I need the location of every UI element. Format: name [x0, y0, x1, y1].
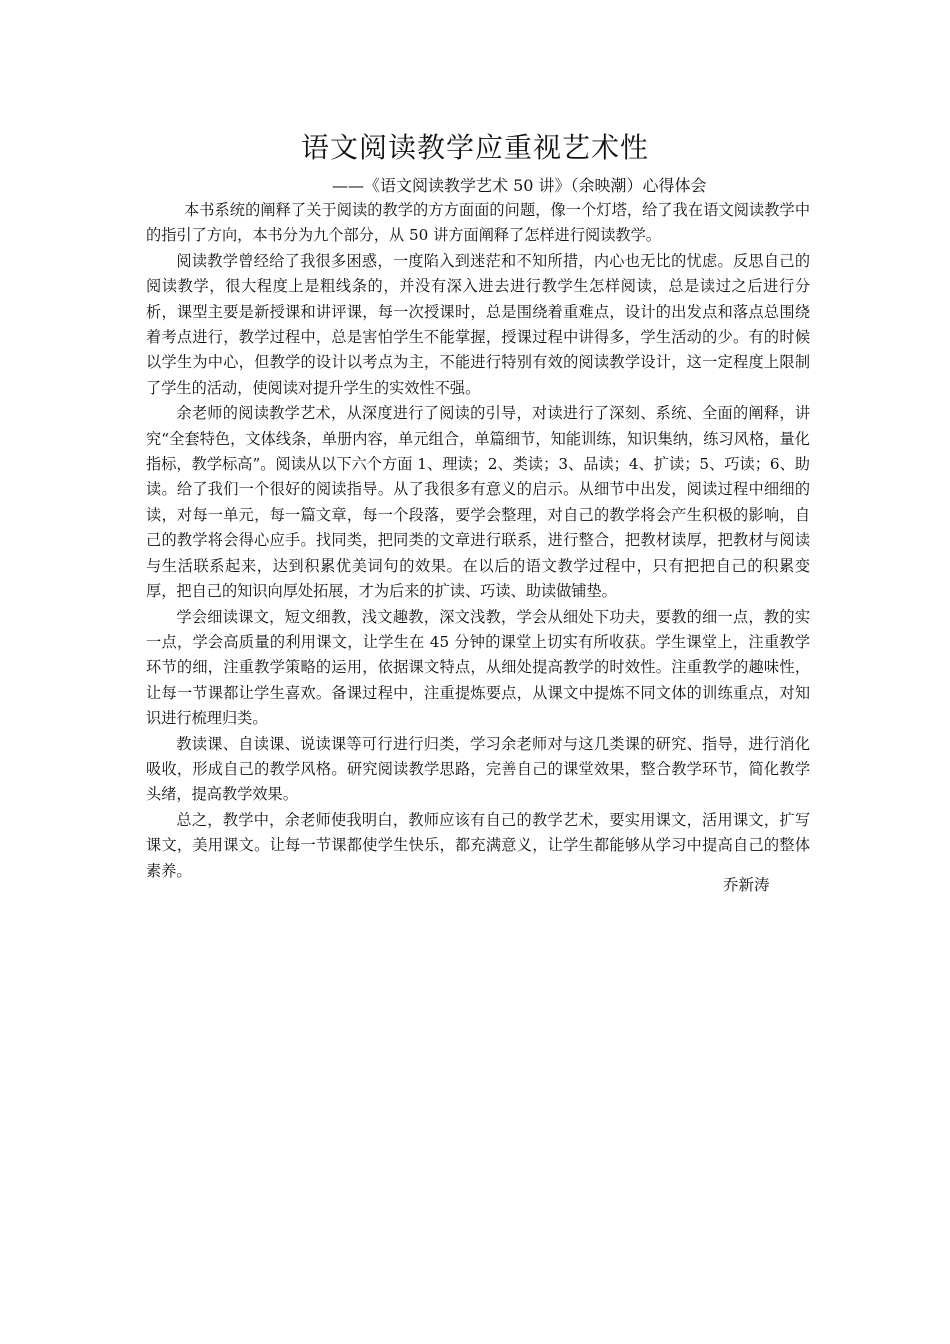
paragraph-teaching-art: 余老师的阅读教学艺术，从深度进行了阅读的引导，对读进行了深刻、系统、全面的阐释，讲究“全套特色，文体线条，单册内容，单元组合，单篇细节，知能训练，知识集纳，练习风格，量化指标，教学标高”。阅读从以下六个方面 1、理读；2、类读；3、品读；4、扩读；5、巧读；6、助读。给了我们一个很好的阅读指导。从了我很多有意义的启示。从细节中出发，阅读过程中细细的读，对每一单元，每一篇文章，每一个段落，要学会整理，对自己的教学将会产生积极的影响，自己的教学将会得心应手。找同类，把同类的文章进行联系，进行整合，把教材读厚，把教材与阅读与生活联系起来，达到积累优美词句的效果。在以后的语文教学过程中，只有把把自己的积累变厚，把自己的知识向厚处拓展，才为后来的扩读、巧读、助读做铺垫。	[146, 404, 810, 601]
paragraph-conclusion: 总之，教学中，余老师使我明白，教师应该有自己的教学艺术，要实用课文，活用课文，扩写课文，美用课文。让每一节课都使学生快乐，都充满意义，让学生都能够从学习中提高自己的整体素养。	[146, 810, 810, 880]
document-subtitle: ——《语文阅读教学艺术 50 讲》（余映潮）心得体会	[332, 176, 707, 195]
author-signature: 乔新涛	[723, 876, 770, 894]
document-title: 语文阅读教学应重视艺术性	[300, 131, 649, 164]
paragraph-reflection: 阅读教学曾经给了我很多困惑，一度陷入到迷茫和不知所措，内心也无比的忧虑。反思自己的阅读教学，很大程度上是粗线条的，并没有深入进去进行教学生怎样阅读，总是读过之后进行分析，课型主要是新授课和讲评课，每一次授课时，总是围绕着重难点，设计的出发点和落点总围绕着考点进行，教学过程中，总是害怕学生不能掌握，授课过程中讲得多，学生活动的少。有的时候以学生为中心，但教学的设计以考点为主，不能进行特别有效的阅读教学设计，这一定程度上限制了学生的活动，使阅读对提升学生的实效性不强。	[146, 251, 810, 397]
paragraph-close-reading: 学会细读课文，短文细教，浅文趣教，深文浅教，学会从细处下功夫，要教的细一点，教的实一点，学会高质量的利用课文，让学生在 45 分钟的课堂上切实有所收获。学生课堂上，注重教学环节的细，注重教学策略的运用，依据课文特点，从细处提高教学的时效性。注重教学的趣味性，让每一节课都让学生喜欢。备课过程中，注重提炼要点，从课文中提炼不同文体的训练重点，对知识进行梳理归类。	[146, 607, 810, 728]
document-body	[146, 198, 810, 884]
paragraph-intro: 本书系统的阐释了关于阅读的教学的方方面面的问题，像一个灯塔，给了我在语文阅读教学中的指引了方向，本书分为九个部分，从 50 讲方面阐释了怎样进行阅读教学。	[146, 201, 810, 245]
paragraph-lesson-types: 教读课、自读课、说读课等可行进行归类，学习余老师对与这几类课的研究、指导，进行消化吸收，形成自己的教学风格。研究阅读教学思路，完善自己的课堂效果，整合教学环节，简化教学头绪，提高教学效果。	[146, 734, 810, 804]
